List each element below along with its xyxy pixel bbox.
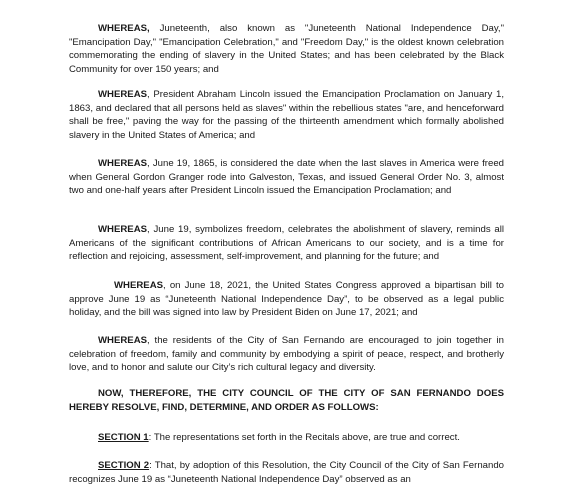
recital-paragraph-3 [69,157,504,198]
recital-text: , June 19, 1865, is considered the date when the last slaves in America were freed when General Gordon Granger rode into Galveston, Texas, and issued General Order No. 3, almost two and one-half years after President Lincoln issued the Emancipation Proclamation; and [69,158,504,197]
recital-lead: WHEREAS [98,158,148,169]
recital-paragraph-1 [69,22,504,76]
recital-paragraph-2 [69,88,504,142]
recital-lead: WHEREAS, [98,23,150,34]
recital-lead: WHEREAS [98,224,148,235]
recital-lead: WHEREAS [114,280,164,291]
section-2 [69,459,504,486]
section-text: : That, by adoption of this Resolution, the City Council of the City of San Fernando recognizes June 19 as “Juneteenth National Independence Day” observed as an [69,460,504,485]
resolve-clause: NOW, THEREFORE, THE CITY COUNCIL OF THE CITY OF SAN FERNANDO DOES HEREBY RESOLVE, FIND, DETERMINE, AND ORDER AS FOLLOWS: [69,388,504,413]
section-text: : The representations set forth in the Recitals above, are true and correct. [148,432,460,443]
recital-text: Juneteenth, also known as "Juneteenth National Independence Day," "Emancipation Day," "Emancipation Celebration," and "Freedom Day," is the oldest known celebration commemorating the ending of slavery in the United States; and has been celebrated by the Black Community for over 150 years; and [69,23,504,75]
recital-lead: WHEREAS [98,335,148,346]
recital-paragraph-6 [69,334,504,375]
recital-text: , June 19, symbolizes freedom, celebrates the abolishment of slavery, reminds all Americans of the significant contributions of African Americans to our society, and is a time for reflection and rejoicing, assessment, self-improvement, and planning for the future; and [69,224,504,263]
recital-text: , on June 18, 2021, the United States Congress approved a bipartisan bill to approve June 19 as “Juneteenth National Independence Day”, to be observed as a legal public holiday, and the bill was signed into law by President Biden on June 17, 2021; and [69,280,504,319]
recital-text: , President Abraham Lincoln issued the Emancipation Proclamation on January 1, 1863, and declared that all persons held as slaves" within the rebellious states "are, and henceforward shall be free," paving the way for the passing of the thirteenth amendment which formally abolished slavery in the United States of America; and [69,89,504,141]
section-1 [69,431,504,445]
recital-text: , the residents of the City of San Fernando are encouraged to join together in celebration of freedom, family and community by embodying a spirit of peace, respect, and brotherly love, and to honor and salute our City’s rich cultural legacy and diversity. [69,335,504,374]
section-label: SECTION 2 [98,460,150,471]
recital-paragraph-5 [69,279,504,320]
section-label: SECTION 1 [98,432,149,443]
recital-lead: WHEREAS [98,89,148,100]
recital-paragraph-4 [69,223,504,264]
